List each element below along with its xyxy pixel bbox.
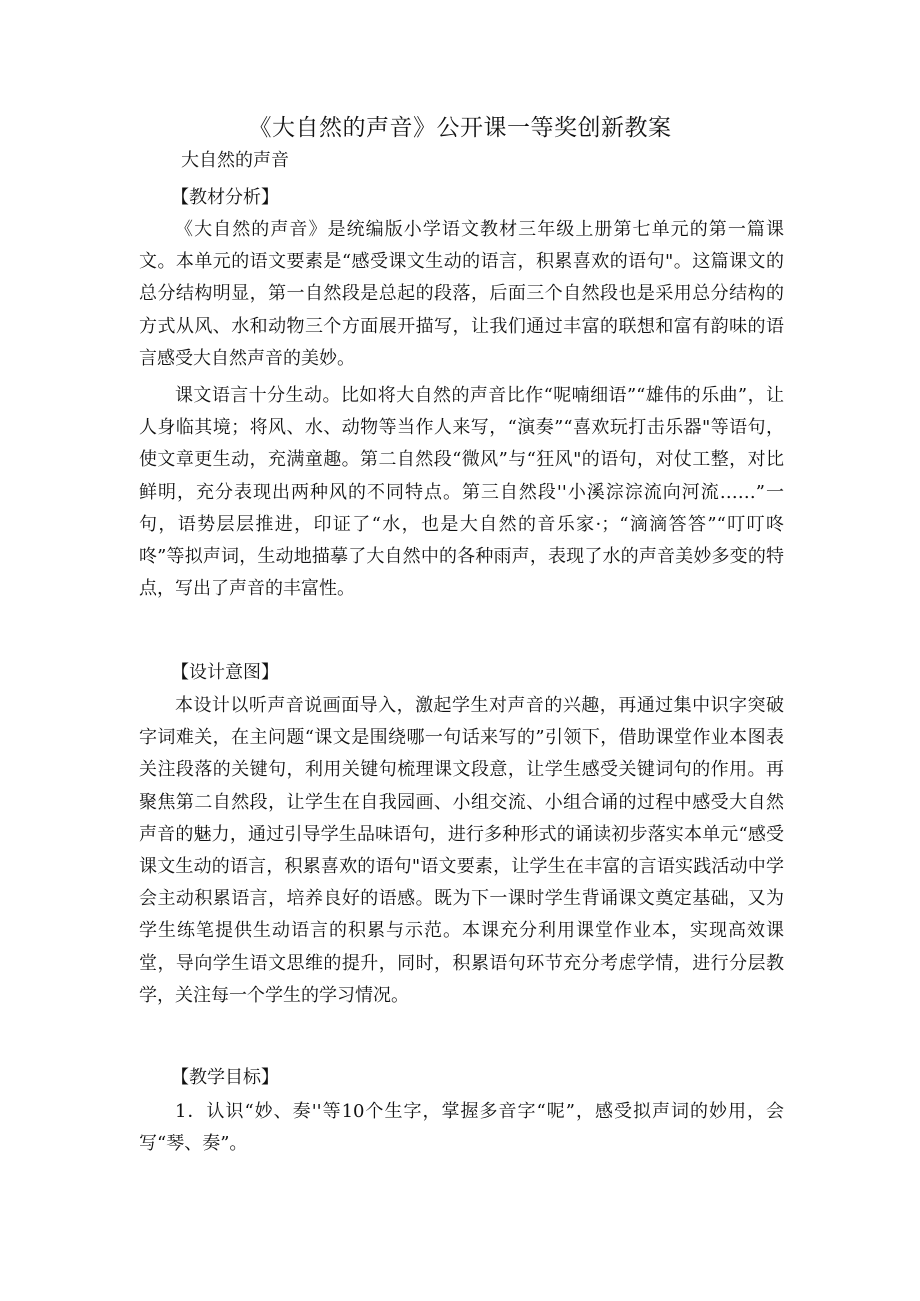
goal-item: 1．认识“妙、奏''等10个生字，掌握多音字“呢”，感受拟声词的妙用，会写“琴、奏”。 <box>139 1101 784 1155</box>
design-paragraph: 本设计以听声音说画面导入，激起学生对声音的兴趣，再通过集中识字突破字词难关，在主问题“课文是围绕哪一句话来写的”引领下，借助课堂作业本图表关注段落的关键句，利用关键句梳理课文段意，让学生感受关键词句的作用。再聚焦第二自然段，让学生在自我园画、小组交流、小组合诵的过程中感受大自然声音的魅力，通过引导学生品味语句，进行多种形式的诵读初步落实本单元“感受课文生动的语言，积累喜欢的语句"语文要素，让学生在丰富的言语实践活动中学会主动积累语言，培养良好的语感。既为下一课时学生背诵课文奠定基础，又为学生练笔提供生动语言的积累与示范。本课充分利用课堂作业本，实现高效课堂，导向学生语文思维的提升，同时，积累语句环节充分考虑学情，进行分层教学，关注每一个学生的学习情况。 <box>139 695 784 1006</box>
lesson-subtitle: 大自然的声音 <box>181 150 289 171</box>
materials-paragraph: 《大自然的声音》是统编版小学语文教材三年级上册第七单元的第一篇课文。本单元的语文要素是“感受课文生动的语言，积累喜欢的语句"。这篇课文的总分结构明显，第一自然段是总起的段落，后面三个自然段也是采用总分结构的方式从风、水和动物三个方面展开描写，让我们通过丰富的联想和富有韵味的语言感受大自然声音的美妙。 <box>139 219 784 369</box>
section-heading-materials: 【教材分析】 <box>171 187 279 208</box>
section-heading-design: 【设计意图】 <box>171 662 279 683</box>
materials-paragraph: 课文语言十分生动。比如将大自然的声音比作“呢喃细语”“雄伟的乐曲”，让人身临其境；将风、水、动物等当作人来写，“演奏”“喜欢玩打击乐器"等语句，使文章更生动，充满童趣。第二自然段“微风”与“狂风"的语句，对仗工整，对比鲜明，充分表现出两种风的不同特点。第三自然段''小溪淙淙流向河流……”一句，语势层层推进，印证了“水，也是大自然的音乐家·；“滴滴答答”“叮叮咚咚”等拟声词，生动地描摹了大自然中的各种雨声，表现了水的声音美妙多变的特点，写出了声音的丰富性。 <box>139 385 784 600</box>
section-heading-goals: 【教学目标】 <box>171 1067 279 1088</box>
document-title: 《大自然的声音》公开课一等奖创新教案 <box>248 115 672 141</box>
